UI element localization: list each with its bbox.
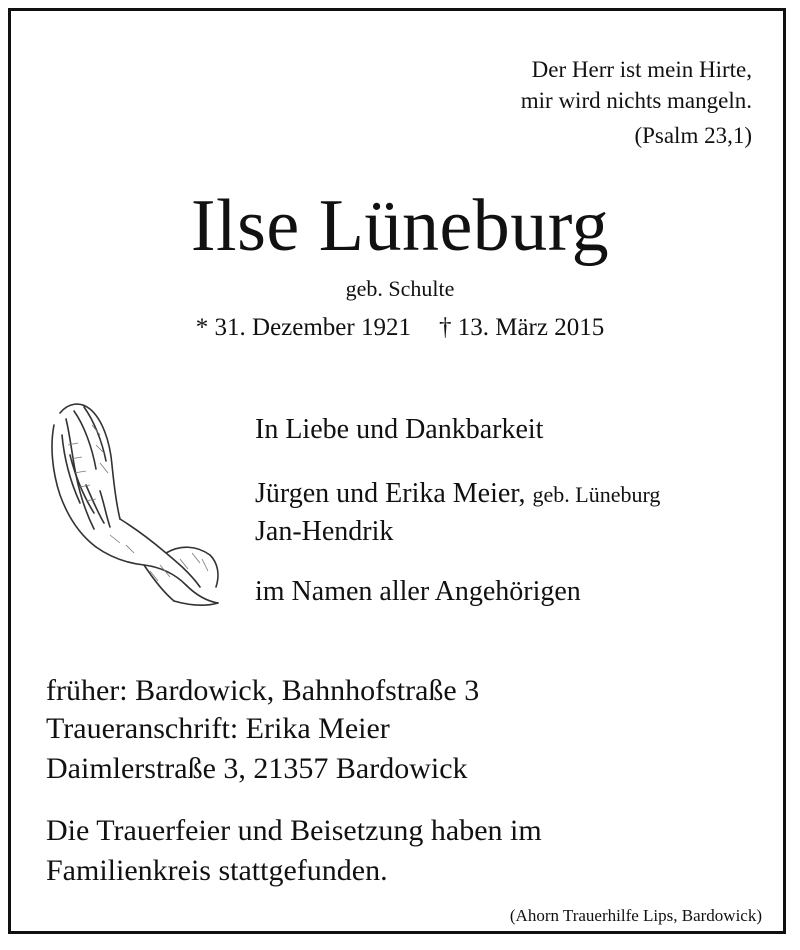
- mourners-couple-note: geb. Lüneburg: [532, 482, 661, 507]
- mourning-contact: Traueranschrift: Erika Meier: [46, 712, 390, 745]
- psalm-reference: (Psalm 23,1): [634, 123, 752, 148]
- mourners-couple: Jürgen und Erika Meier,: [255, 478, 526, 509]
- death-date: † 13. März 2015: [438, 314, 605, 341]
- mourners-child: Jan-Hendrik: [255, 516, 394, 547]
- funeral-home: (Ahorn Trauerhilfe Lips, Bardowick): [509, 906, 762, 925]
- mourners-couple-line: [255, 478, 660, 510]
- former-address: früher: Bardowick, Bahnhofstraße 3: [46, 674, 480, 707]
- mourners-closing: im Namen aller Angehörigen: [255, 576, 581, 607]
- life-dates: [0, 314, 800, 342]
- deceased-name: Ilse Lüneburg: [190, 185, 610, 267]
- psalm-line-1: Der Herr ist mein Hirte,: [531, 57, 752, 82]
- psalm-quote: [521, 54, 752, 151]
- ceremony-line-1: Die Trauerfeier und Beisetzung haben im: [46, 814, 542, 847]
- praying-hands-icon: [40, 395, 230, 610]
- psalm-line-2: mir wird nichts mangeln.: [520, 88, 752, 113]
- mourners-intro: In Liebe und Dankbarkeit: [255, 414, 544, 445]
- birth-name: geb. Schulte: [345, 276, 455, 301]
- ceremony-line-2: Familienkreis stattgefunden.: [46, 854, 388, 887]
- mourning-address: Daimlerstraße 3, 21357 Bardowick: [46, 752, 468, 785]
- birth-date: * 31. Dezember 1921: [195, 314, 411, 341]
